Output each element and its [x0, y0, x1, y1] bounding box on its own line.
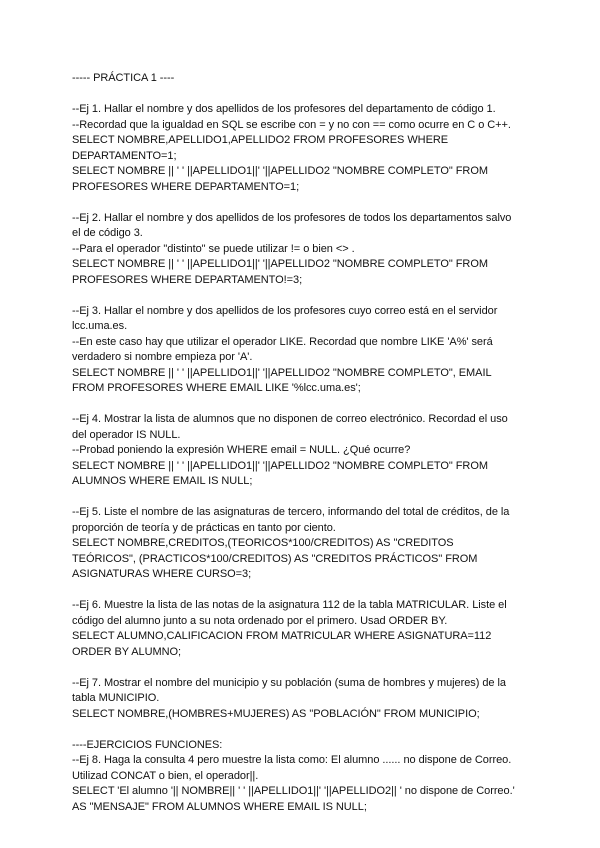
exercise-3-statement-b: lcc.uma.es.: [72, 320, 128, 332]
exercise-1-query-2a: SELECT NOMBRE || ' ' ||APELLIDO1||' '||APELLIDO2 "NOMBRE COMPLETO" FROM: [72, 165, 488, 177]
exercise-6-query-a: SELECT ALUMNO,CALIFICACION FROM MATRICULAR WHERE ASIGNATURA=112: [72, 630, 492, 642]
exercise-1-query-1a: SELECT NOMBRE,APELLIDO1,APELLIDO2 FROM PROFESORES WHERE: [72, 134, 449, 146]
exercise-4-query-b: ALUMNOS WHERE EMAIL IS NULL;: [72, 475, 253, 487]
exercise-4-hint: --Probad poniendo la expresión WHERE email = NULL. ¿Qué ocurre?: [72, 444, 411, 456]
exercise-4: [72, 412, 552, 490]
exercise-4-statement-a: --Ej 4. Mostrar la lista de alumnos que no disponen de correo electrónico. Recordad el uso: [72, 413, 508, 425]
exercise-3-statement-a: --Ej 3. Hallar el nombre y dos apellidos de los profesores cuyo correo está en el servidor: [72, 304, 498, 317]
exercise-3-query-b: FROM PROFESORES WHERE EMAIL LIKE '%lcc.uma.es';: [72, 382, 361, 394]
practice-title: ----- PRÁCTICA 1 ----: [72, 72, 175, 84]
exercise-6-query-b: ORDER BY ALUMNO;: [72, 645, 182, 658]
exercise-1-query-1b: DEPARTAMENTO=1;: [72, 149, 177, 162]
exercise-8-statement-a: --Ej 8. Haga la consulta 4 pero muestre la lista como: El alumno ...... no dispone de Correo.: [72, 754, 512, 766]
exercise-7-statement-b: tabla MUNICIPIO.: [72, 692, 160, 704]
exercise-3-hint-a: --En este caso hay que utilizar el operador LIKE. Recordad que nombre LIKE 'A%' será: [72, 335, 493, 348]
exercise-5: [72, 505, 552, 583]
exercise-5-statement-b: proporción de teoría y de prácticas en tanto por ciento.: [72, 521, 336, 534]
exercise-5-query-b: TEÓRICOS", (PRACTICOS*100/CREDITOS) AS "CREDITOS PRÁCTICOS" FROM: [72, 552, 478, 565]
exercise-8-statement-b: Utilizad CONCAT o bien, el operador||.: [72, 769, 259, 782]
exercise-2-statement-a: --Ej 2. Hallar el nombre y dos apellidos de los profesores de todos los departamentos salvo: [72, 211, 512, 224]
exercise-1-statement: --Ej 1. Hallar el nombre y dos apellidos de los profesores del departamento de código 1.: [72, 103, 496, 115]
exercise-7: [72, 676, 552, 723]
exercise-4-statement-b: del operador IS NULL.: [72, 428, 181, 441]
exercise-2-statement-b: el de código 3.: [72, 227, 143, 239]
exercise-6-statement-a: --Ej 6. Muestre la lista de las notas de la asignatura 112 de la tabla MATRICULAR. Liste el: [72, 599, 507, 611]
exercise-8-query-a: SELECT 'El alumno '|| NOMBRE|| ' ' ||APELLIDO1||' '||APELLIDO2|| ' no dispone de Correo.': [72, 785, 515, 797]
exercise-5-statement-a: --Ej 5. Liste el nombre de las asignaturas de tercero, informando del total de créditos, de la: [72, 506, 510, 518]
exercise-1-hint: --Recordad que la igualdad en SQL se escribe con = y no con == como ocurre en C o C++.: [72, 118, 511, 131]
exercise-1-query-2b: PROFESORES WHERE DEPARTAMENTO=1;: [72, 180, 300, 193]
exercise-3: [72, 304, 552, 397]
exercise-2: [72, 211, 552, 289]
exercise-2-query-b: PROFESORES WHERE DEPARTAMENTO!=3;: [72, 273, 303, 286]
exercise-3-query-a: SELECT NOMBRE || ' ' ||APELLIDO1||' '||APELLIDO2 "NOMBRE COMPLETO", EMAIL: [72, 366, 492, 379]
exercise-7-statement-a: --Ej 7. Mostrar el nombre del municipio y su población (suma de hombres y mujeres) de la: [72, 676, 506, 689]
document-page: [72, 71, 552, 815]
exercise-5-query-c: ASIGNATURAS WHERE CURSO=3;: [72, 568, 252, 580]
exercise-6: [72, 598, 552, 660]
exercise-8: [72, 738, 552, 816]
exercise-2-hint: --Para el operador "distinto" se puede utilizar != o bien <> .: [72, 242, 355, 255]
exercise-1: [72, 102, 552, 195]
exercise-7-query: SELECT NOMBRE,(HOMBRES+MUJERES) AS "POBLACIÓN" FROM MUNICIPIO;: [72, 707, 480, 720]
functions-section-heading: ----EJERCICIOS FUNCIONES:: [72, 738, 223, 751]
exercise-3-hint-b: verdadero si nombre empieza por 'A'.: [72, 351, 253, 363]
exercise-4-query-a: SELECT NOMBRE || ' ' ||APELLIDO1||' '||APELLIDO2 "NOMBRE COMPLETO" FROM: [72, 459, 488, 472]
exercise-5-query-a: SELECT NOMBRE,CREDITOS,(TEORICOS*100/CREDITOS) AS "CREDITOS: [72, 537, 454, 549]
exercise-6-statement-b: código del alumno junto a su nota ordenado por el primero. Usad ORDER BY.: [72, 614, 448, 627]
exercise-2-query-a: SELECT NOMBRE || ' ' ||APELLIDO1||' '||APELLIDO2 "NOMBRE COMPLETO" FROM: [72, 258, 488, 270]
exercise-8-query-b: AS "MENSAJE" FROM ALUMNOS WHERE EMAIL IS NULL;: [72, 800, 367, 813]
